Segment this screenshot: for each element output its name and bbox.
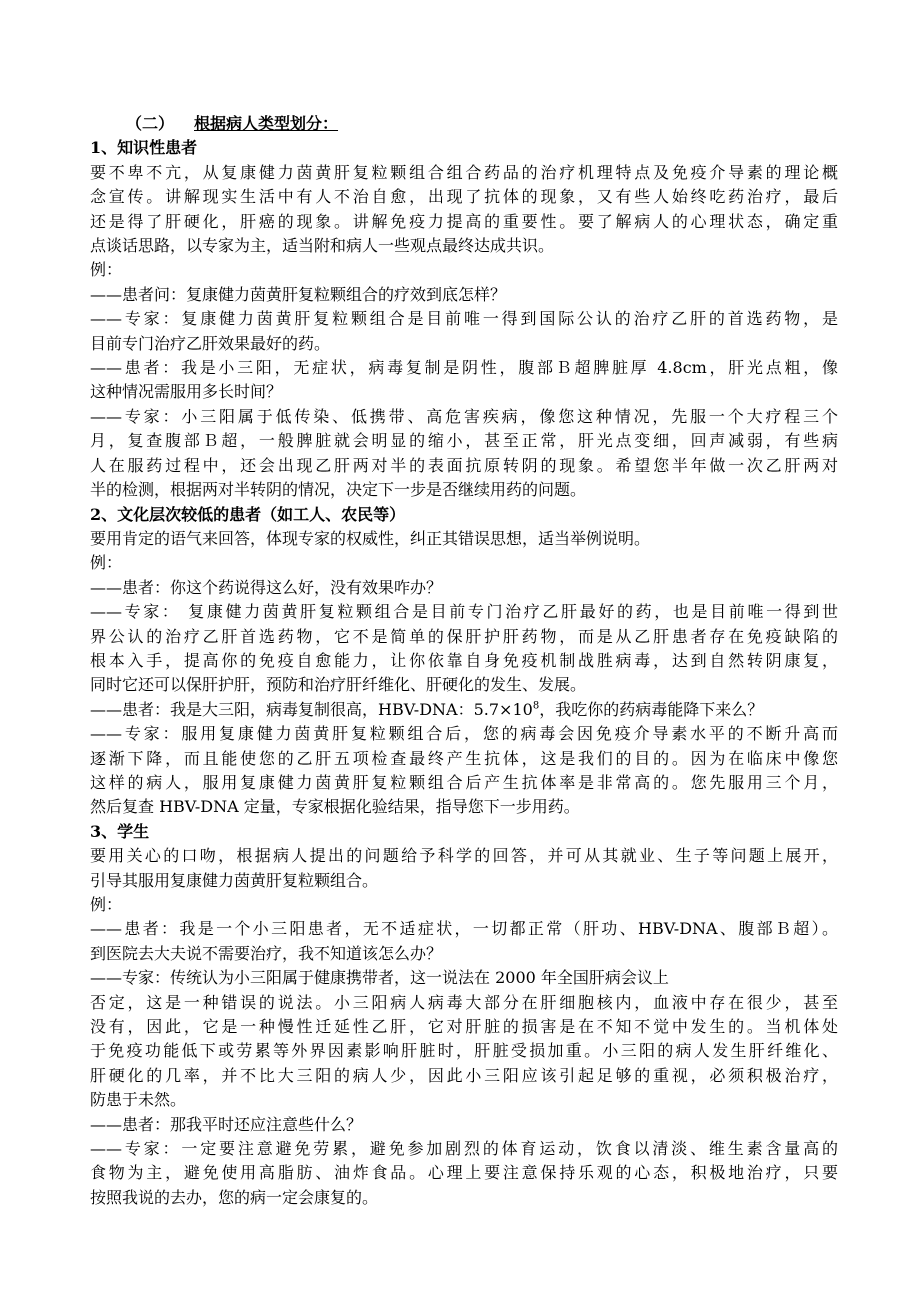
dialog-line: ——专家：小三阳属于低传染、低携带、高危害疾病，像您这种情况，先服一个大疗程三个 — [90, 406, 838, 426]
paragraph-line: 引导其服用复康健力茵黄肝复粒颗组合。 — [90, 870, 379, 890]
dialog-line: ——患者问：复康健力茵黄肝复粒颗组合的疗效到底怎样？ — [90, 284, 507, 304]
dna-text-before: ——患者：我是大三阳，病毒复制很高，HBV-DNA：5.7×10 — [90, 699, 533, 719]
dialog-line: 界公认的治疗乙肝首选药物，它不是简单的保肝护肝药物，而是从乙肝患者存在免疫缺陷的 — [90, 626, 838, 646]
dialog-line: 否定，这是一种错误的说法。小三阳病人病毒大部分在肝细胞核内，血液中存在很少，甚至 — [90, 992, 838, 1012]
dialog-line: 然后复查 HBV-DNA 定量，专家根据化验结果，指导您下一步用药。 — [90, 797, 580, 817]
dialog-line: 没有，因此，它是一种慢性迁延性乙肝，它对肝脏的损害是在不知不觉中发生的。当机体处 — [90, 1017, 838, 1037]
dialog-line: 逐渐下降，而且能使您的乙肝五项检查最终产生抗体，这是我们的目的。因为在临床中像您 — [90, 748, 838, 768]
section3-heading: 3、学生 — [90, 821, 150, 841]
dialog-line: 根本入手，提高你的免疫自愈能力，让你依靠自身免疫机制战胜病毒，达到自然转阴康复， — [90, 650, 838, 670]
dialog-line: ——专家：服用复康健力茵黄肝复粒颗组合后，您的病毒会因免疫介导素水平的不断升高而 — [90, 724, 838, 744]
dialog-line: ——专家： 复康健力茵黄肝复粒颗组合是目前专门治疗乙肝最好的药，也是目前唯一得到世 — [90, 602, 838, 622]
dialog-line: 按照我说的去办，您的病一定会康复的。 — [90, 1187, 379, 1207]
title-text: 根据病人类型划分： — [194, 114, 339, 133]
paragraph-line: 还是得了肝硬化，肝癌的现象。讲解免疫力提高的重要性。要了解病人的心理状态，确定重 — [90, 211, 838, 231]
section1-heading: 1、知识性患者 — [90, 138, 198, 158]
dialog-line: ——患者：我是小三阳，无症状，病毒复制是阴性，腹部Ｂ超脾脏厚 4.8cm，肝光点粗，像 — [90, 358, 838, 378]
dialog-line: 人在服药过程中，还会出现乙肝两对半的表面抗原转阴的现象。希望您半年做一次乙肝两对 — [90, 455, 838, 475]
dialog-line: 肝硬化的几率，并不比大三阳的病人少，因此小三阳应该引起足够的重视，必须积极治疗， — [90, 1065, 838, 1085]
dialog-line-dna — [90, 698, 838, 722]
paragraph-line: 要用关心的口吻，根据病人提出的问题给予科学的回答，并可从其就业、生子等问题上展开， — [90, 846, 838, 866]
dialog-line: ——专家：一定要注意避免劳累，避免参加剧烈的体育运动，饮食以清淡、维生素含量高的 — [90, 1139, 838, 1159]
section2-heading: 2、文化层次较低的患者（如工人、农民等） — [90, 504, 406, 524]
dialog-line: ——专家：传统认为小三阳属于健康携带者，这一说法在 2000 年全国肝病会议上 — [90, 968, 669, 988]
example-label: 例： — [90, 895, 123, 914]
dialog-line: ——患者：你这个药说得这么好，没有效果咋办？ — [90, 577, 443, 597]
dialog-line: 防患于未然。 — [90, 1090, 187, 1110]
paragraph-line: 要用肯定的语气来回答，体现专家的权威性，纠正其错误思想，适当举例说明。 — [90, 528, 651, 548]
dialog-line: 于免疫功能低下或劳累等外界因素影响肝脏时，肝脏受损加重。小三阳的病人发生肝纤维化、 — [90, 1041, 838, 1061]
dialog-line: 目前专门治疗乙肝效果最好的药。 — [90, 333, 331, 353]
document-body — [90, 112, 838, 1210]
dna-text-after: ，我吃你的药病毒能降下来么？ — [539, 699, 764, 719]
dna-exponent: 8 — [532, 700, 540, 712]
dialog-line: 这种情况需服用多长时间？ — [90, 382, 283, 402]
dialog-line: ——患者：那我平时还应注意些什么？ — [90, 1114, 363, 1134]
dialog-line: 食物为主，避免使用高脂肪、油炸食品。心理上要注意保持乐观的心态，积极地治疗，只要 — [90, 1163, 838, 1183]
example-label: 例： — [90, 260, 123, 280]
dialog-line: 同时它还可以保肝护肝，预防和治疗肝纤维化、肝硬化的发生、发展。 — [90, 675, 587, 695]
dialog-line: ——专家：复康健力茵黄肝复粒颗组合是目前唯一得到国际公认的治疗乙肝的首选药物，是 — [90, 309, 838, 329]
dialog-line: ——患者：我是一个小三阳患者，无不适症状，一切都正常（肝功、HBV-DNA、腹部Ｂ超）。 — [90, 919, 838, 939]
dialog-line: 到医院去大夫说不需要治疗，我不知道该怎么办？ — [90, 943, 443, 963]
dialog-line: 月，复查腹部Ｂ超，一般脾脏就会明显的缩小，甚至正常，肝光点变细，回声减弱，有些病 — [90, 431, 838, 451]
paragraph-line: 念宣传。讲解现实生活中有人不治自愈，出现了抗体的现象，又有些人始终吃药治疗，最后 — [90, 187, 838, 207]
dialog-line: 半的检测，根据两对半转阴的情况，决定下一步是否继续用药的问题。 — [90, 480, 587, 500]
example-label: 例： — [90, 553, 123, 573]
paragraph-line: 点谈话思路，以专家为主，适当附和病人一些观点最终达成共识。 — [90, 236, 555, 256]
title-number: （二） — [126, 114, 175, 133]
section-title — [90, 112, 838, 136]
dialog-line: 这样的病人，服用复康健力茵黄肝复粒颗组合后产生抗体率是非常高的。您先服用三个月， — [90, 772, 838, 792]
paragraph-line: 要不卑不亢，从复康健力茵黄肝复粒颗组合组合药品的治疗机理特点及免疫介导素的理论概 — [90, 162, 838, 182]
